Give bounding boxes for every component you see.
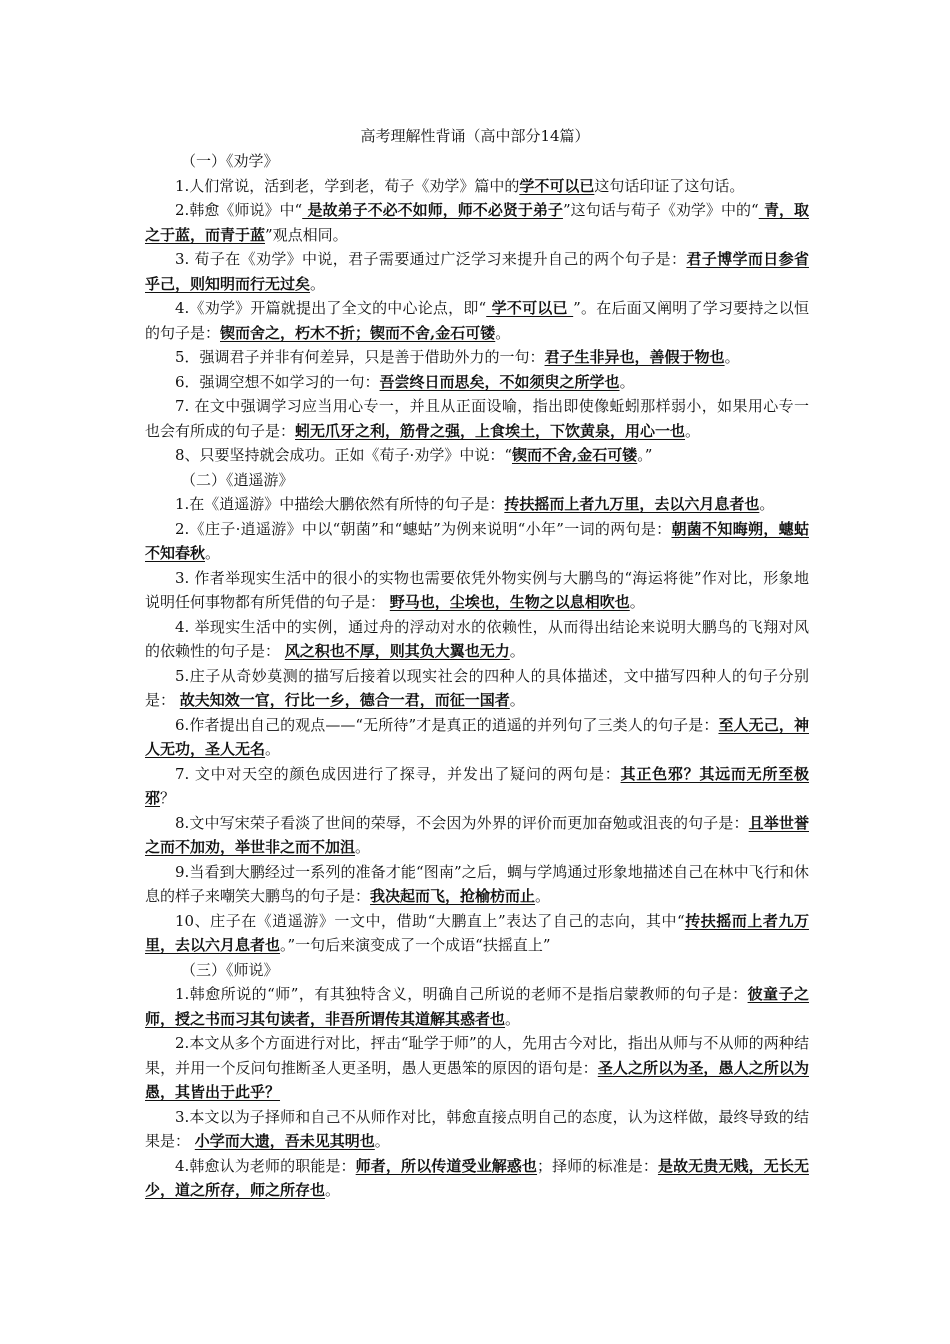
question-text: 3.本文以为子择师和自己不从师作对比，韩愈直接点明自己的态度，认为这样做，最终导致的结果是：	[145, 1107, 809, 1150]
question-text: 2.本文从多个方面进行对比，抨击“耻学于师”的人，先用古今对比，指出从师与不从师的两种结果，并用一个反问句推断圣人更圣明，愚人更愚笨的原因的语句是：	[145, 1034, 809, 1077]
answer-text: 是故弟子不必不如师，师不必贤于弟子	[302, 201, 563, 219]
question-item	[145, 198, 809, 247]
question-text: 。	[724, 348, 740, 366]
question-text: 6.作者提出自己的观点——“无所待”才是真正的逍遥的并列句了三类人的句子是：	[175, 715, 719, 734]
answer-text: 锲而不舍,金石可镂	[511, 446, 638, 464]
question-item	[145, 394, 809, 443]
question-item	[145, 860, 809, 909]
question-text: 。	[509, 691, 525, 709]
section-heading: （二）《逍遥游》	[181, 470, 294, 489]
question-text: 。	[509, 642, 525, 660]
answer-text: 我决起而飞，抢榆枋而止	[370, 887, 536, 905]
question-item	[145, 1154, 809, 1203]
answer-text: 吾尝终日而思矣，不如须臾之所学也	[379, 372, 620, 391]
question-text: 1.韩愈所说的“师”，有其独特含义，明确自己所说的老师不是指启蒙教师的句子是：	[175, 985, 748, 1003]
question-text: 10、庄子在《逍遥游》一文中，借助“大鹏直上”表达了自己的志向，其中“	[175, 911, 685, 930]
answer-text: 其正色邪？其远而无所至极邪	[145, 764, 809, 807]
question-text: 4.《劝学》开篇就提出了全文的中心论点，即“	[175, 299, 487, 317]
question-text: 8.文中写宋荣子看淡了世间的荣辱，不会因为外界的评价而更加奋勉或沮丧的句子是：	[175, 813, 749, 832]
answer-text: 抟扶摇而上者九万里，去以六月息者也	[145, 911, 809, 954]
question-text: 。	[205, 544, 221, 562]
answer-text: 学不可以已	[519, 176, 595, 195]
question-text: 7. 文中对天空的颜色成因进行了探寻，并发出了疑问的两句是：	[175, 764, 621, 783]
question-text: ”观点相同。	[265, 225, 348, 244]
question-text: 。	[355, 838, 371, 856]
answer-text: 蚓无爪牙之利，筋骨之强，上食埃土，下饮黄泉，用心一也	[295, 421, 686, 440]
question-text: 。	[759, 495, 775, 513]
document-title: 高考理解性背诵（高中部分14篇）	[360, 127, 590, 145]
question-text: ；择师的标准是：	[537, 1156, 658, 1175]
question-text: 3. 作者举现实生活中的很小的实物也需要依凭外物实例与大鹏鸟的“海运将徙”作对比，形象地说明任何事物都有所凭借的句子是：	[145, 568, 809, 611]
question-item	[145, 664, 809, 713]
question-text: 1.在《逍遥游》中描绘大鹏依然有所恃的句子是：	[175, 495, 505, 513]
answer-text: 锲而舍之，朽木不折；锲而不舍,金石可镂	[220, 323, 496, 342]
question-item	[145, 762, 809, 811]
question-item	[145, 296, 809, 345]
answer-text: 至人无己，神人无功，圣人无名	[145, 715, 809, 758]
question-text: 5．强调君子并非有何差异，只是善于借助外力的一句：	[175, 348, 545, 366]
answer-text: 学不可以已	[486, 299, 574, 317]
question-text: 。	[265, 740, 281, 758]
question-text: 3. 荀子在《劝学》中说，君子需要通过广泛学习来提升自己的两个句子是：	[175, 250, 687, 268]
answer-text: 师者，所以传道受业解惑也	[355, 1156, 538, 1175]
question-item	[145, 443, 809, 468]
question-text: 5.庄子从奇妙莫测的描写后接着以现实社会的四种人的具体描述，文中描写四种人的句子分别是：	[145, 666, 809, 709]
document-body	[145, 149, 809, 1203]
question-text: 。	[629, 593, 645, 611]
question-item	[145, 982, 809, 1031]
question-text: 7. 在文中强调学习应当用心专一，并且从正面设喻，指出即使像蚯蚓那样弱小，如果用心专一也会有所成的句子是：	[145, 397, 809, 440]
question-text: 。	[310, 274, 326, 293]
answer-text: 青，取之于蓝，而青于蓝	[145, 201, 809, 244]
section-heading: （三）《师说》	[181, 960, 279, 979]
question-text: 。”	[637, 446, 653, 464]
question-item	[145, 615, 809, 664]
answer-text: 风之积也不厚，则其负大翼也无力	[284, 642, 510, 660]
answer-text: 君子博学而日参省乎己，则知明而行无过矣	[145, 250, 809, 293]
question-item	[145, 1105, 809, 1154]
question-text: ”这句话与荀子《劝学》中的“	[562, 201, 759, 219]
question-text: 。	[685, 421, 701, 440]
question-item	[145, 247, 809, 296]
question-text: 4.韩愈认为老师的职能是：	[175, 1156, 356, 1175]
question-text: 2.《庄子·逍遥游》中以“朝菌”和“蟪蛄”为例来说明“小年”一词的两句是：	[175, 519, 672, 538]
question-text: 1.人们常说，活到老，学到老，荀子《劝学》篇中的	[175, 176, 520, 195]
question-text: 8、只要坚持就会成功。正如《荀子·劝学》中说：“	[175, 446, 512, 464]
question-item	[145, 713, 809, 762]
section-heading: （一）《劝学》	[181, 152, 279, 170]
question-text: 这句话印证了这句话。	[594, 176, 745, 195]
question-text: ？	[160, 789, 176, 807]
question-text: 。	[535, 887, 551, 905]
answer-text: 君子生非异也，善假于物也	[544, 348, 725, 366]
question-item	[145, 1031, 809, 1105]
answer-text: 圣人之所以为圣，愚人之所以为愚，其皆出于此乎？	[145, 1058, 809, 1101]
question-text: 4. 举现实生活中的实例，通过舟的浮动对水的依赖性，从而得出结论来说明大鹏鸟的飞翔对风的依赖性的句子是：	[145, 617, 809, 660]
answer-text: 野马也，尘埃也，生物之以息相吹也	[389, 593, 630, 611]
question-text: 9.当看到大鹏经过一系列的准备才能“图南”之后，蜩与学鸠通过形象地描述自己在林中飞行和休息的样子来嘲笑大鹏鸟的句子是：	[145, 862, 809, 905]
question-text: ”。在后面又阐明了学习要持之以恒的句子是：	[145, 299, 810, 342]
answer-text: 彼童子之师，授之书而习其句读者，非吾所谓传其道解其惑者也	[145, 985, 809, 1028]
question-text: 2.韩愈《师说》中“	[175, 201, 303, 219]
question-text: 。	[505, 1009, 521, 1028]
question-item	[145, 811, 809, 860]
answer-text: 是故无贵无贱，无长无少，道之所存，师之所存也	[145, 1156, 809, 1199]
question-item	[145, 492, 809, 517]
question-item	[145, 174, 809, 199]
question-text: 6．强调空想不如学习的一句：	[175, 372, 380, 391]
question-text: 。	[495, 323, 511, 342]
question-item	[145, 370, 809, 395]
question-text: 。”一句后来演变成了一个成语“扶摇直上”	[280, 936, 551, 954]
answer-text: 朝菌不知晦朔，蟪蛄不知春秋	[145, 519, 809, 562]
question-item	[145, 345, 809, 370]
question-item	[145, 566, 809, 615]
question-item	[145, 909, 809, 958]
answer-text: 且举世誉之而不加劝，举世非之而不加沮	[145, 813, 809, 856]
question-text: 。	[374, 1132, 390, 1150]
question-text: 。	[325, 1181, 341, 1199]
answer-text: 小学而大遗，吾未见其明也	[194, 1132, 375, 1150]
question-item	[145, 517, 809, 566]
answer-text: 故夫知效一官，行比一乡，德合一君，而征一国者	[179, 691, 510, 709]
answer-text: 抟扶摇而上者九万里，去以六月息者也	[504, 495, 760, 513]
question-text: 。	[619, 372, 635, 391]
